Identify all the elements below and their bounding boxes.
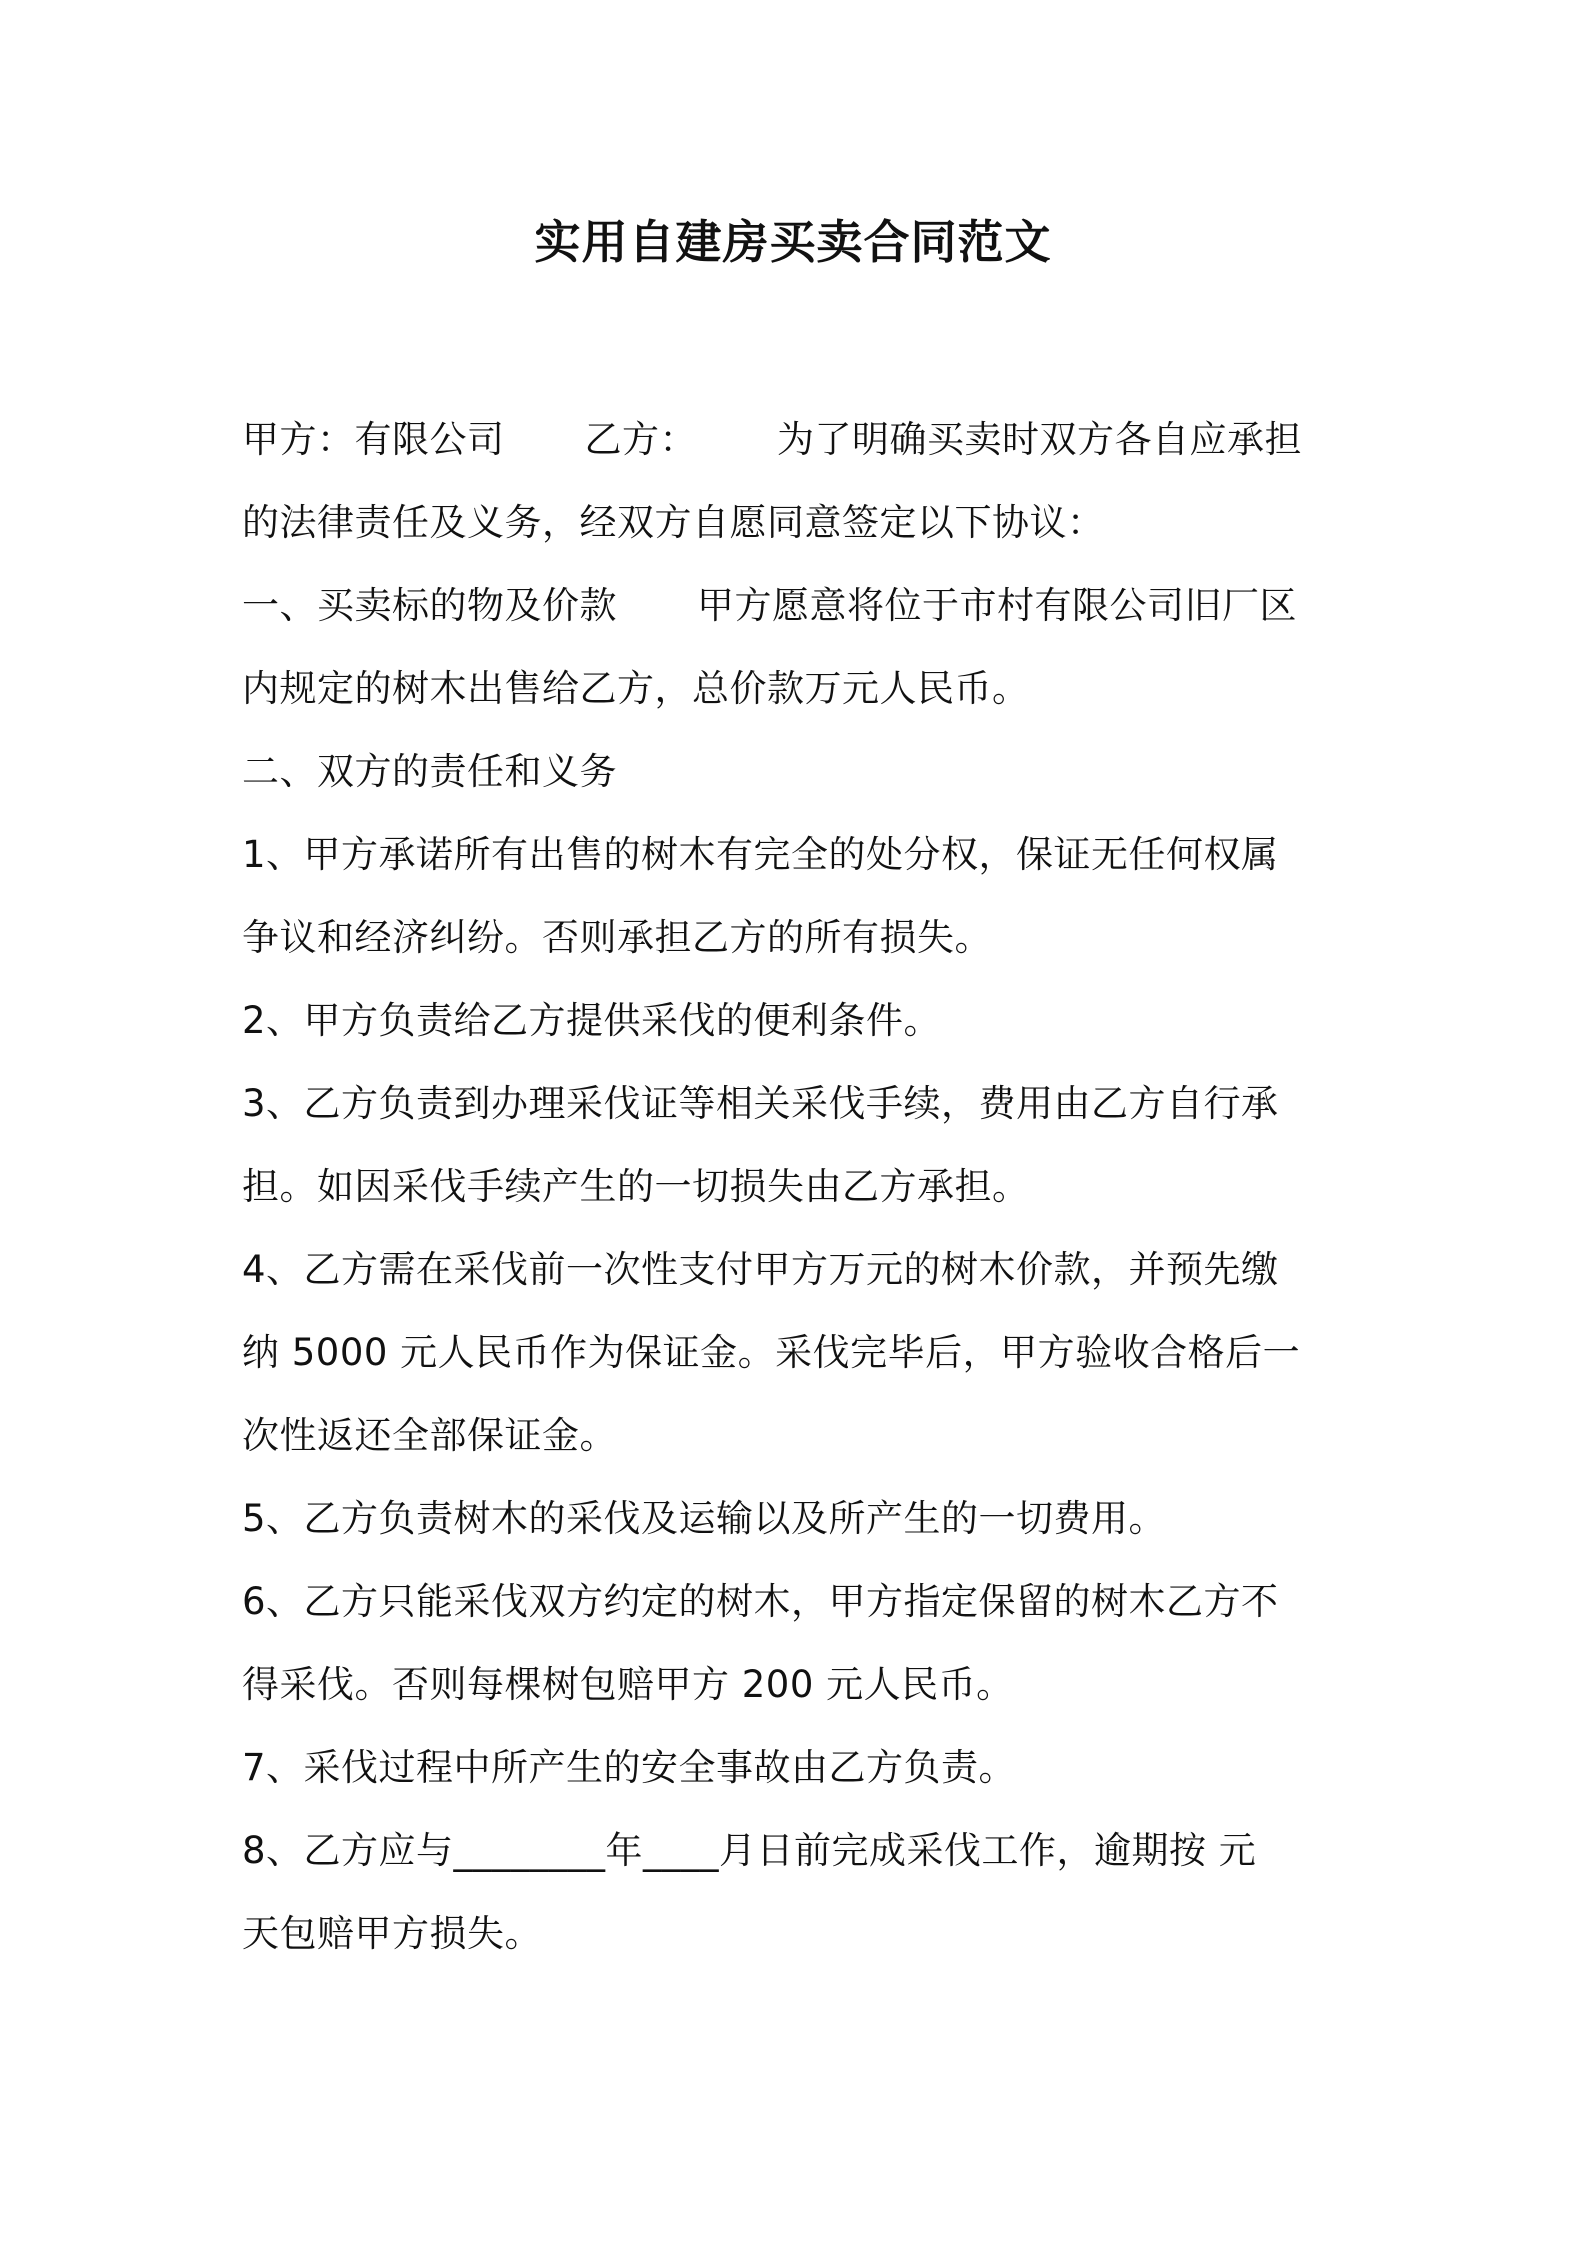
paragraph-line: 4、乙方需在采伐前一次性支付甲方万元的树木价款，并预先缴 [242, 1248, 1279, 1291]
paragraph-line: 3、乙方负责到办理采伐证等相关采伐手续，费用由乙方自行承 [242, 1082, 1279, 1125]
section-text: 甲方愿意将位于市村有限公司旧厂区 [697, 584, 1297, 627]
paragraph-line: 8、乙方应与________年____月日前完成采伐工作，逾期按 元 [242, 1829, 1257, 1872]
paragraph-line: 得采伐。否则每棵树包赔甲方 200 元人民币。 [242, 1663, 1014, 1706]
preamble-start: 为了明确买卖时双方各自应承担 [777, 418, 1302, 461]
paragraph-line: 6、乙方只能采伐双方约定的树木，甲方指定保留的树木乙方不 [242, 1580, 1279, 1623]
paragraph-line: 1、甲方承诺所有出售的树木有完全的处分权，保证无任何权属 [242, 833, 1279, 876]
paragraph-line: 7、采伐过程中所产生的安全事故由乙方负责。 [242, 1746, 1017, 1789]
paragraph-line: 次性返还全部保证金。 [242, 1414, 617, 1457]
paragraph-line: 的法律责任及义务，经双方自愿同意签定以下协议： [242, 501, 1105, 544]
document-title: 实用自建房买卖合同范文 [534, 215, 1052, 269]
party-a-label: 甲方：有限公司 [242, 418, 505, 461]
paragraph-line: 纳 5000 元人民币作为保证金。采伐完毕后，甲方验收合格后一 [242, 1331, 1301, 1374]
document-body [242, 398, 1362, 1975]
paragraph-line: 争议和经济纠纷。否则承担乙方的所有损失。 [242, 916, 992, 959]
paragraph-line: 5、乙方负责树木的采伐及运输以及所产生的一切费用。 [242, 1497, 1167, 1540]
section-heading: 一、买卖标的物及价款 [242, 584, 617, 627]
paragraph-line: 内规定的树木出售给乙方，总价款万元人民币。 [242, 667, 1030, 710]
party-b-label: 乙方： [584, 418, 697, 461]
paragraph-line: 天包赔甲方损失。 [242, 1912, 542, 1955]
paragraph-line [242, 398, 1362, 481]
section-heading: 二、双方的责任和义务 [242, 750, 617, 793]
paragraph-line: 2、甲方负责给乙方提供采伐的便利条件。 [242, 999, 942, 1042]
paragraph-line [242, 564, 1362, 647]
paragraph-line: 担。如因采伐手续产生的一切损失由乙方承担。 [242, 1165, 1030, 1208]
